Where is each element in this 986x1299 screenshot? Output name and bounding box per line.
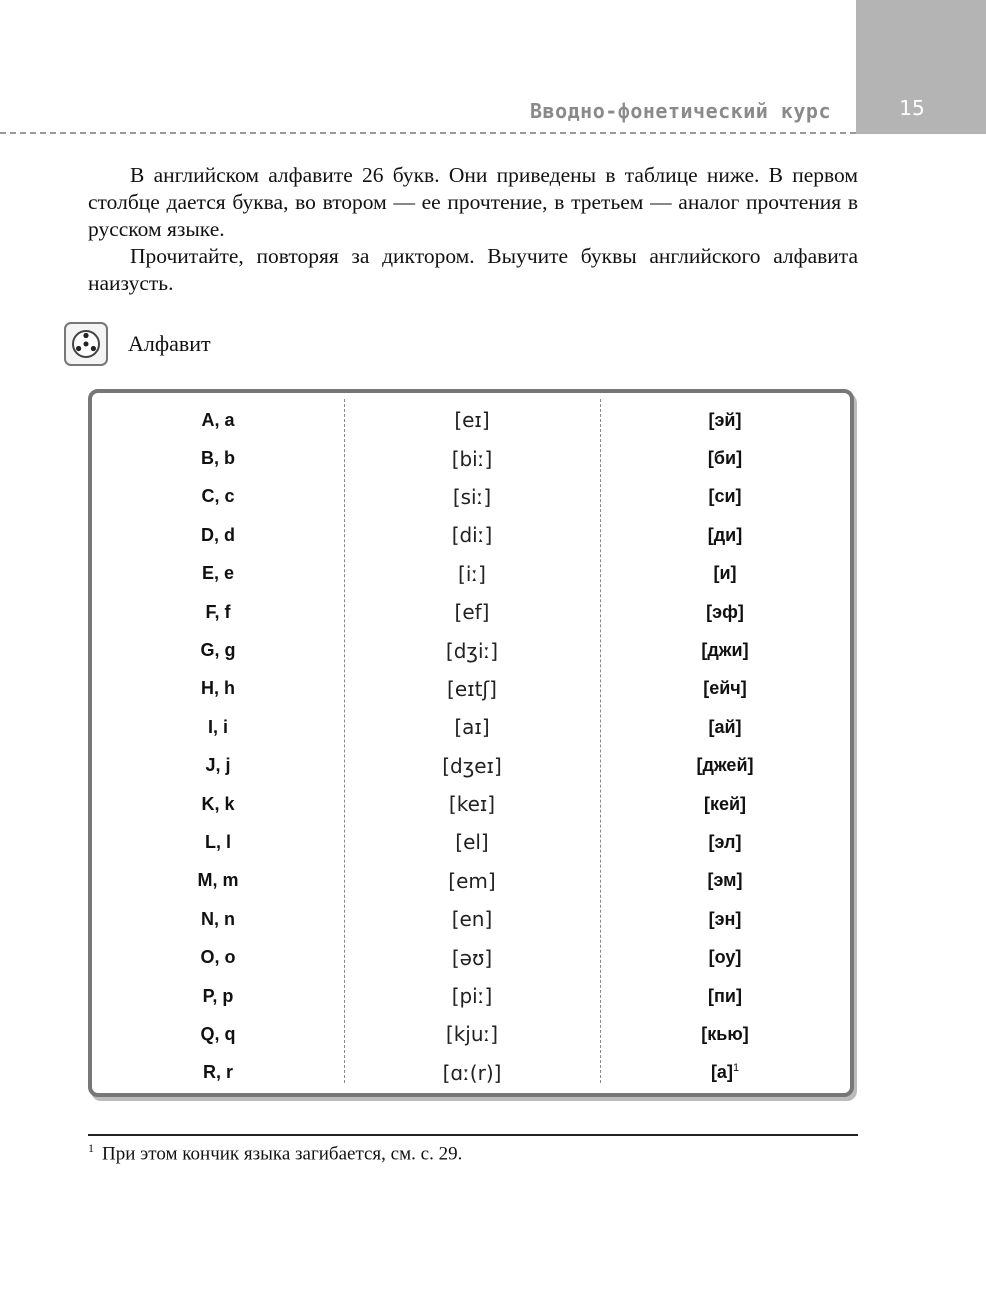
footnote xyxy=(88,1141,462,1165)
table-row xyxy=(92,555,850,593)
table-row xyxy=(92,631,850,669)
table-row xyxy=(92,708,850,746)
russian-analog-cell xyxy=(600,525,850,546)
russian-analog-text: [ай] xyxy=(708,716,742,737)
letter-cell: F, f xyxy=(205,601,231,622)
table-row xyxy=(92,478,850,516)
russian-analog-cell xyxy=(600,563,850,584)
intro-text xyxy=(88,162,858,297)
alphabet-rows xyxy=(92,401,850,1092)
letter-cell: L, l xyxy=(205,831,231,852)
letter-cell: N, n xyxy=(201,908,235,929)
transcription-cell: [biː] xyxy=(451,446,493,471)
table-row xyxy=(92,439,850,477)
russian-analog-cell xyxy=(600,909,850,930)
table-row xyxy=(92,900,850,938)
transcription-cell: [ɑː(r)] xyxy=(442,1060,502,1085)
table-row xyxy=(92,593,850,631)
header-divider xyxy=(0,132,856,134)
transcription-cell: [siː] xyxy=(452,484,492,509)
running-header: Вводно-фонетический курс xyxy=(530,99,831,123)
transcription-cell: [el] xyxy=(455,830,489,855)
russian-analog-text: [кью] xyxy=(701,1023,749,1044)
transcription-cell: [dʒiː] xyxy=(445,638,499,663)
letter-cell: G, g xyxy=(200,640,236,661)
russian-analog-cell xyxy=(600,410,850,431)
russian-analog-text: [и] xyxy=(713,563,737,584)
letter-cell: D, d xyxy=(201,524,235,545)
letter-cell: Q, q xyxy=(200,1023,236,1044)
russian-analog-text: [эн] xyxy=(708,908,742,929)
transcription-cell: [əʊ] xyxy=(451,945,493,970)
alphabet-table xyxy=(88,389,854,1097)
russian-analog-text: [ейч] xyxy=(703,678,747,699)
russian-analog-text: [пи] xyxy=(708,985,742,1006)
footnote-reference: 1 xyxy=(732,1062,740,1075)
letter-cell: H, h xyxy=(201,678,235,699)
table-row xyxy=(92,862,850,900)
transcription-cell: [eɪ] xyxy=(454,408,490,433)
footnote-marker: 1 xyxy=(88,1141,94,1155)
table-row xyxy=(92,977,850,1015)
letter-cell: B, b xyxy=(201,448,235,469)
russian-analog-text: [джей] xyxy=(696,755,754,776)
russian-analog-text: [джи] xyxy=(701,640,749,661)
transcription-cell: [diː] xyxy=(451,523,493,548)
letter-cell: E, e xyxy=(201,563,235,584)
letter-cell: C, c xyxy=(201,486,235,507)
table-row xyxy=(92,785,850,823)
transcription-cell: [ef] xyxy=(454,600,490,625)
russian-analog-cell xyxy=(600,1024,850,1045)
russian-analog-cell xyxy=(600,870,850,891)
transcription-cell: [keɪ] xyxy=(448,792,496,817)
table-row xyxy=(92,938,850,976)
transcription-cell: [dʒeɪ] xyxy=(442,753,502,778)
footnote-divider xyxy=(88,1134,858,1136)
russian-analog-text: [си] xyxy=(708,486,742,507)
russian-analog-cell xyxy=(600,1062,850,1083)
russian-analog-cell xyxy=(600,602,850,623)
russian-analog-cell xyxy=(600,986,850,1007)
intro-paragraph-1: В английском алфавите 26 букв. Они приведены в таблице ниже. В первом столбце дается буква, во втором — ее прочтение, в третьем — аналог прочтения в русском языке. xyxy=(88,163,858,241)
transcription-cell: [piː] xyxy=(451,984,493,1009)
russian-analog-cell xyxy=(600,448,850,469)
letter-cell: K, k xyxy=(201,793,235,814)
russian-analog-text: [кей] xyxy=(703,793,747,814)
russian-analog-text: [би] xyxy=(707,448,743,469)
intro-paragraph-2: Прочитайте, повторяя за диктором. Выучите буквы английского алфавита наизусть. xyxy=(88,244,858,295)
russian-analog-text: [эф] xyxy=(706,601,744,622)
russian-analog-cell xyxy=(600,640,850,661)
russian-analog-cell xyxy=(600,947,850,968)
table-row xyxy=(92,1054,850,1092)
russian-analog-text: [эл] xyxy=(708,831,742,852)
transcription-cell: [iː] xyxy=(458,561,486,586)
page-number: 15 xyxy=(899,96,925,120)
russian-analog-text: [оу] xyxy=(708,947,742,968)
russian-analog-cell xyxy=(600,755,850,776)
russian-analog-text: [ди] xyxy=(707,524,743,545)
russian-analog-cell xyxy=(600,486,850,507)
page-number-box xyxy=(856,0,986,134)
russian-analog-text: [эм] xyxy=(707,870,743,891)
transcription-cell: [kjuː] xyxy=(445,1022,499,1047)
russian-analog-text: [а] xyxy=(710,1062,733,1083)
letter-cell: M, m xyxy=(197,870,239,891)
transcription-cell: [en] xyxy=(451,907,493,932)
russian-analog-cell xyxy=(600,678,850,699)
russian-analog-cell xyxy=(600,794,850,815)
table-row xyxy=(92,670,850,708)
russian-analog-text: [эй] xyxy=(708,409,742,430)
section-heading xyxy=(64,319,211,369)
table-row xyxy=(92,401,850,439)
table-row xyxy=(92,1015,850,1053)
footnote-text: При этом кончик языка загибается, см. с. 29. xyxy=(102,1143,463,1165)
transcription-cell: [eɪtʃ] xyxy=(447,676,497,701)
russian-analog-cell xyxy=(600,717,850,738)
table-row xyxy=(92,823,850,861)
letter-cell: O, o xyxy=(200,947,236,968)
transcription-cell: [aɪ] xyxy=(454,715,490,740)
table-row xyxy=(92,516,850,554)
audio-disc-icon[interactable] xyxy=(64,322,108,366)
transcription-cell: [em] xyxy=(448,868,496,893)
letter-cell: J, j xyxy=(205,755,231,776)
table-row xyxy=(92,747,850,785)
letter-cell: A, a xyxy=(201,409,235,430)
letter-cell: I, i xyxy=(207,716,228,737)
letter-cell: R, r xyxy=(202,1062,233,1083)
russian-analog-cell xyxy=(600,832,850,853)
letter-cell: P, p xyxy=(202,985,234,1006)
section-title: Алфавит xyxy=(128,331,211,356)
